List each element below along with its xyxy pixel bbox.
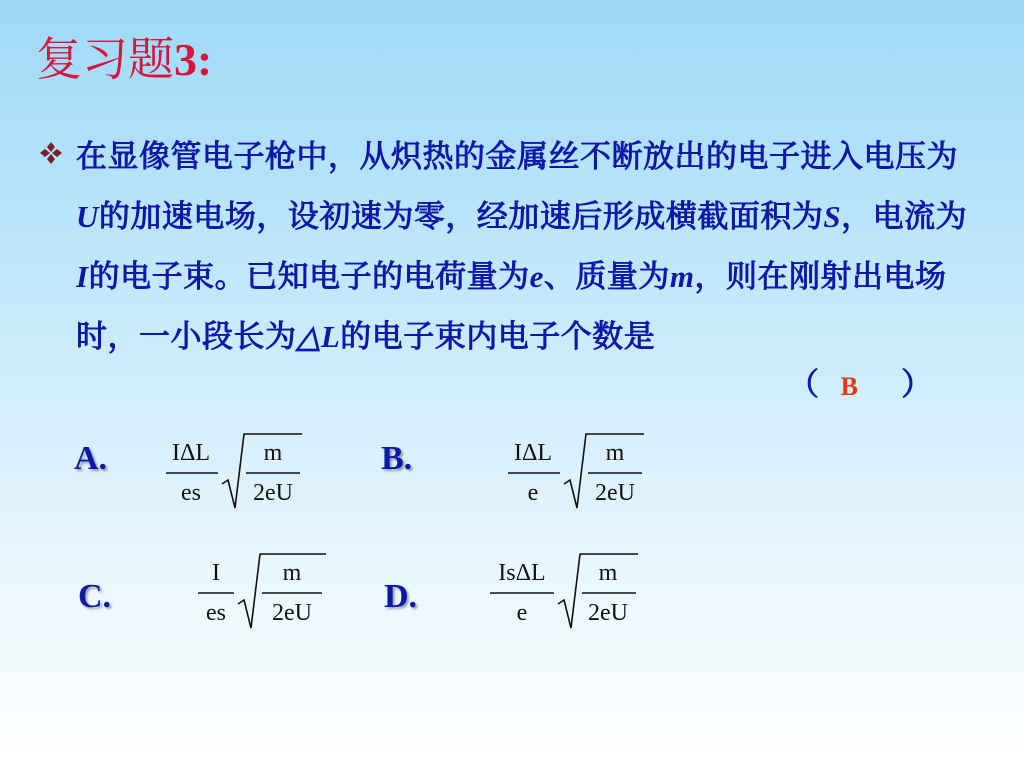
option-c-numerator: I [212,560,220,586]
option-c-label: C. [78,578,112,615]
option-a-root-numerator: m [263,440,283,466]
answer-open-paren: （ [788,367,819,403]
question-part: 、质量为 [543,259,670,295]
var-e: e [529,259,544,294]
slide-title [36,32,213,86]
question-part: ，电流为 [841,199,968,235]
answer-close-paren: ） [901,367,933,403]
option-a-formula [162,428,312,522]
option-d-root-numerator: m [598,560,618,586]
var-I: I [76,259,89,294]
option-a-numerator: IΔL [171,440,211,466]
question-part: 的电子束。已知电子的电荷量为 [88,259,530,295]
answer-blank [788,365,932,407]
option-d-numerator: IsΔL [498,560,546,586]
option-d-label: D. [384,578,418,615]
title-number: 3 [174,34,197,85]
option-c-denominator: es [206,600,226,626]
option-b-formula [504,428,654,522]
option-a-label: A. [74,440,108,477]
var-U: U [76,199,99,234]
option-c-root-denominator: 2eU [272,600,312,626]
option-b-root-numerator: m [605,440,625,466]
option-b-numerator: IΔL [513,440,553,466]
option-a-denominator: es [181,480,201,506]
title-suffix: : [197,34,213,85]
option-d-root-denominator: 2eU [588,600,628,626]
question-part: 的电子束内电子个数是 [340,319,656,355]
title-prefix: 复习题 [36,32,174,86]
option-a-root-denominator: 2eU [253,480,293,506]
option-b-root-denominator: 2eU [595,480,635,506]
option-d-denominator: e [516,600,528,626]
option-c-formula [190,548,340,642]
question-part: ，则在刚射出电场时，一小段长为 [76,259,947,355]
diamond-bullet-icon [38,140,64,166]
option-d-formula [484,548,644,642]
question-part: 的加速电场，设初速为零，经加速后形成横截面积为 [98,199,824,235]
option-b-label: B. [381,440,413,477]
question-text [76,128,976,367]
answer-value: B [840,372,858,401]
var-m: m [669,259,695,294]
var-S: S [823,199,842,234]
option-c-root-numerator: m [282,560,302,586]
question-part: 在显像管电子枪中，从炽热的金属丝不断放出的电子进入电压为 [76,139,958,175]
var-delta-L: △L [296,319,341,354]
option-b-denominator: e [527,480,539,506]
